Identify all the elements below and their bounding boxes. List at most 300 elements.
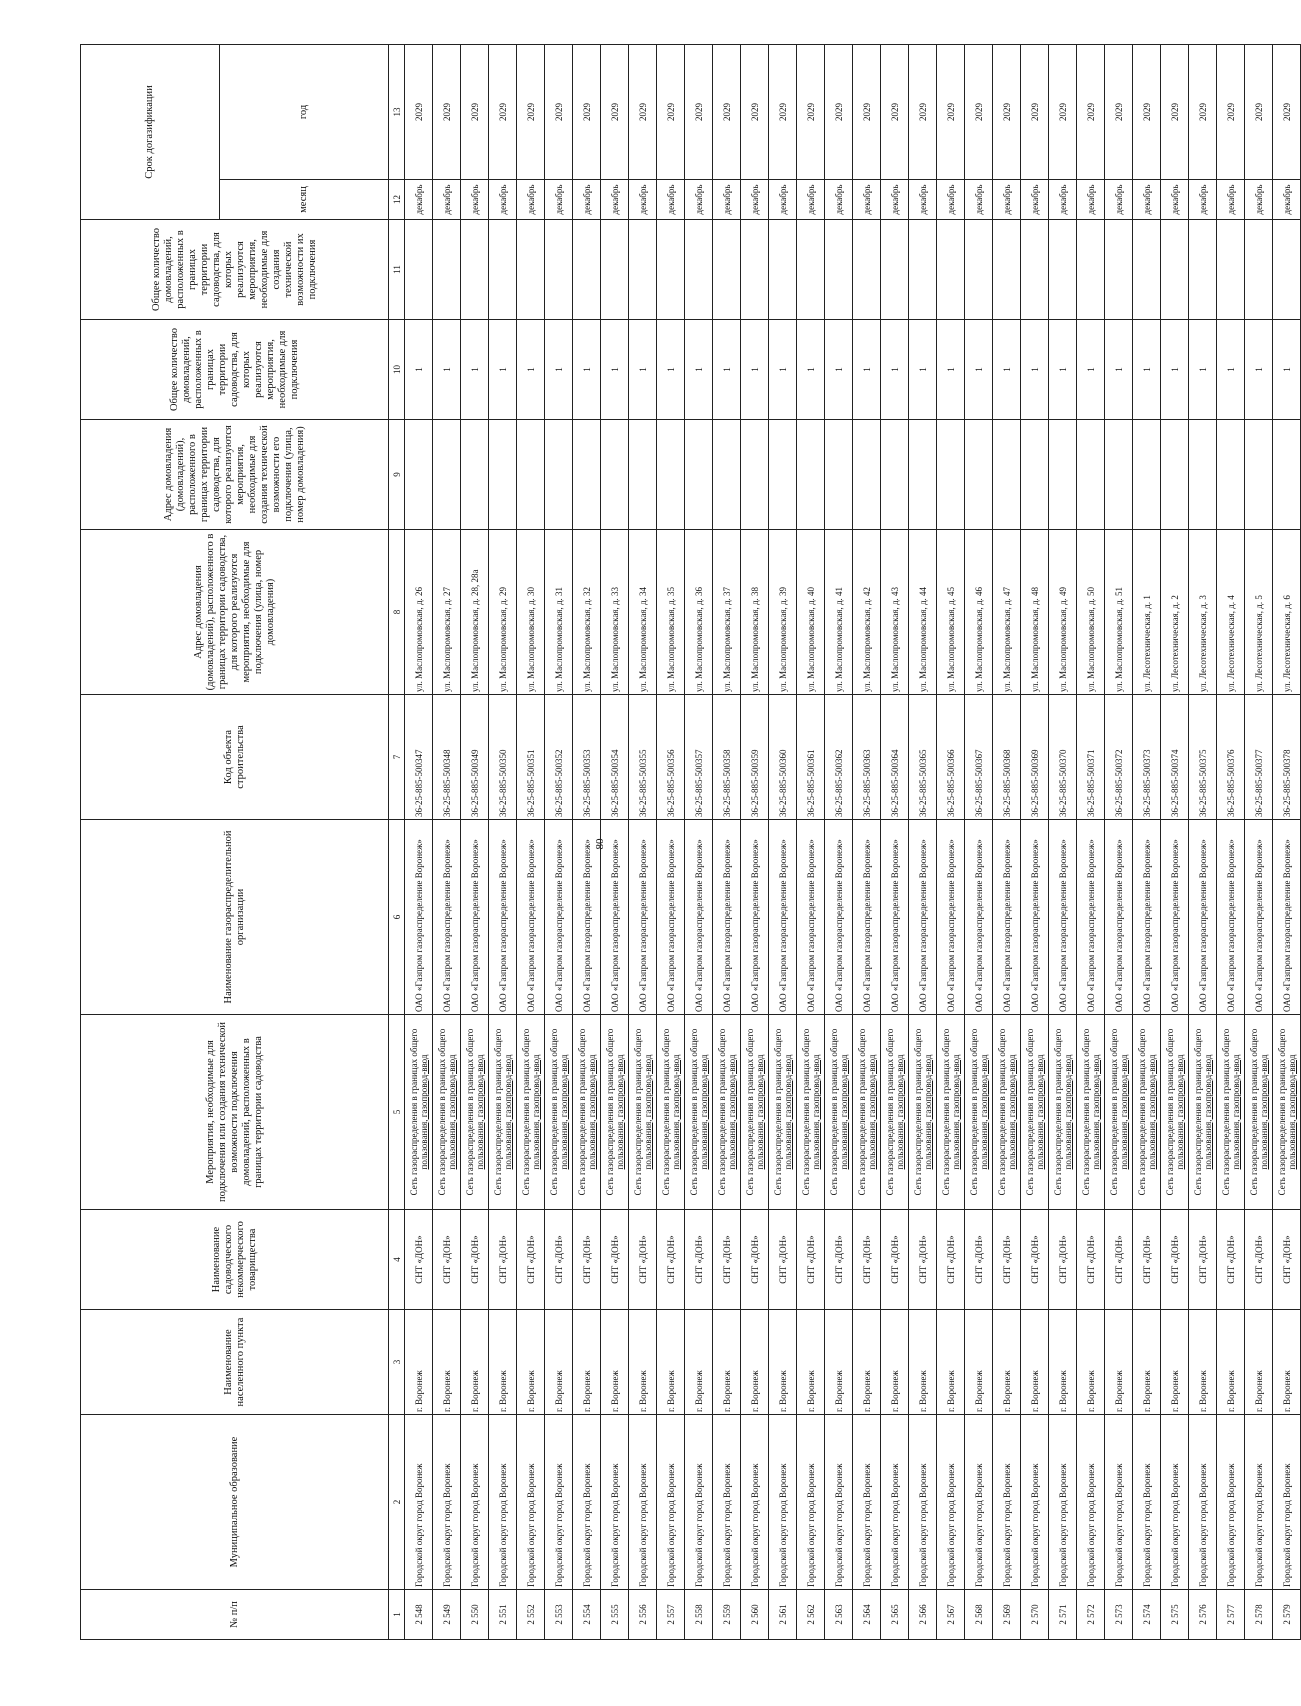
cell-count-technical xyxy=(1133,220,1161,320)
cell-count-connection: 1 xyxy=(1161,320,1189,420)
measure-line-1: Сеть газораспределения в границах общего xyxy=(464,1028,475,1196)
cell-address: ул. Лесотехническая, д. 4 xyxy=(1217,530,1245,695)
cell-year: 2029 xyxy=(853,44,881,179)
cell-settlement: г. Воронеж xyxy=(517,1310,545,1415)
cell-year: 2029 xyxy=(993,44,1021,179)
cell-address-technical xyxy=(1217,420,1245,530)
cell-snt-name: СНТ «ДОН» xyxy=(825,1210,853,1310)
measure-line-1: Сеть газораспределения в границах общего xyxy=(408,1028,419,1196)
cell-object-code: 36-25-885-500348 xyxy=(433,695,461,820)
cell-address: ул. Лесотехническая, д. 6 xyxy=(1273,530,1301,695)
cell-count-technical xyxy=(1245,220,1273,320)
cell-municipality: Городской округ город Воронеж xyxy=(853,1415,881,1590)
measure-line-1: Сеть газораспределения в границах общего xyxy=(968,1028,979,1196)
cell-count-technical xyxy=(489,220,517,320)
measure-line-1: Сеть газораспределения в границах общего xyxy=(744,1028,755,1196)
cell-address-technical xyxy=(1133,420,1161,530)
measure-line-2: пользования, газопровод-ввод xyxy=(1118,1054,1129,1170)
cell-snt-name: СНТ «ДОН» xyxy=(1161,1210,1189,1310)
cell-row-number: 2 565 xyxy=(881,1590,909,1640)
cell-settlement: г. Воронеж xyxy=(1133,1310,1161,1415)
header-gas-org: Наименование газораспределительной организации xyxy=(81,820,389,1015)
cell-count-connection: 1 xyxy=(853,320,881,420)
cell-year: 2029 xyxy=(433,44,461,179)
cell-gas-org: ОАО «Газпром газораспределение Воронеж» xyxy=(545,820,573,1015)
page-number: 80 xyxy=(594,838,606,850)
table-row xyxy=(1049,44,1077,1639)
measure-line-2: пользования, газопровод-ввод xyxy=(978,1054,989,1170)
header-municipality: Муниципальное образование xyxy=(81,1415,389,1590)
cell-row-number: 2 572 xyxy=(1077,1590,1105,1640)
header-measures: Мероприятия, необходимые для подключения или создания технической возможности подключения домовладений, расположенных в границах территории садоводства xyxy=(81,1015,389,1210)
cell-measures xyxy=(461,1015,489,1210)
cell-settlement: г. Воронеж xyxy=(797,1310,825,1415)
cell-settlement: г. Воронеж xyxy=(1077,1310,1105,1415)
cell-gas-org: ОАО «Газпром газораспределение Воронеж» xyxy=(909,820,937,1015)
cell-settlement: г. Воронеж xyxy=(1161,1310,1189,1415)
cell-settlement: г. Воронеж xyxy=(1245,1310,1273,1415)
cell-count-technical xyxy=(545,220,573,320)
cell-gas-org: ОАО «Газпром газораспределение Воронеж» xyxy=(1133,820,1161,1015)
cell-gas-org: ОАО «Газпром газораспределение Воронеж» xyxy=(797,820,825,1015)
cell-snt-name: СНТ «ДОН» xyxy=(433,1210,461,1310)
cell-count-technical xyxy=(1077,220,1105,320)
cell-count-connection: 1 xyxy=(1189,320,1217,420)
cell-month: декабрь xyxy=(853,180,881,220)
cell-year: 2029 xyxy=(1273,44,1301,179)
cell-snt-name: СНТ «ДОН» xyxy=(965,1210,993,1310)
col-number: 10 xyxy=(389,320,405,420)
cell-year: 2029 xyxy=(573,44,601,179)
measure-line-1: Сеть газораспределения в границах общего xyxy=(1192,1028,1203,1196)
header-year: год xyxy=(220,44,389,179)
measure-line-2: пользования, газопровод-ввод xyxy=(670,1054,681,1170)
cell-address-technical xyxy=(1245,420,1273,530)
cell-address-technical xyxy=(853,420,881,530)
cell-measures xyxy=(1217,1015,1245,1210)
table-row xyxy=(489,44,517,1639)
cell-year: 2029 xyxy=(825,44,853,179)
cell-month: декабрь xyxy=(1105,180,1133,220)
cell-month: декабрь xyxy=(601,180,629,220)
cell-address: ул. Маслопромовская, д. 49 xyxy=(1049,530,1077,695)
table-row xyxy=(461,44,489,1639)
cell-measures xyxy=(1245,1015,1273,1210)
cell-address: ул. Лесотехническая, д. 2 xyxy=(1161,530,1189,695)
cell-settlement: г. Воронеж xyxy=(965,1310,993,1415)
cell-snt-name: СНТ «ДОН» xyxy=(1273,1210,1301,1310)
cell-snt-name: СНТ «ДОН» xyxy=(461,1210,489,1310)
measure-line-2: пользования, газопровод-ввод xyxy=(698,1054,709,1170)
cell-settlement: г. Воронеж xyxy=(713,1310,741,1415)
cell-gas-org: ОАО «Газпром газораспределение Воронеж» xyxy=(405,820,433,1015)
cell-measures xyxy=(937,1015,965,1210)
cell-gas-org: ОАО «Газпром газораспределение Воронеж» xyxy=(741,820,769,1015)
cell-count-connection: 1 xyxy=(909,320,937,420)
cell-count-connection: 1 xyxy=(993,320,1021,420)
table-row xyxy=(573,44,601,1639)
cell-object-code: 36-25-885-500368 xyxy=(993,695,1021,820)
cell-row-number: 2 570 xyxy=(1021,1590,1049,1640)
cell-address-technical xyxy=(1021,420,1049,530)
header-month: месяц xyxy=(220,180,389,220)
cell-count-connection: 1 xyxy=(881,320,909,420)
cell-address: ул. Лесотехническая, д. 3 xyxy=(1189,530,1217,695)
cell-gas-org: ОАО «Газпром газораспределение Воронеж» xyxy=(517,820,545,1015)
cell-address: ул. Маслопромовская, д. 43 xyxy=(881,530,909,695)
measure-line-2: пользования, газопровод-ввод xyxy=(950,1054,961,1170)
cell-year: 2029 xyxy=(1077,44,1105,179)
cell-count-technical xyxy=(937,220,965,320)
cell-measures xyxy=(1273,1015,1301,1210)
cell-object-code: 36-25-885-500347 xyxy=(405,695,433,820)
cell-month: декабрь xyxy=(405,180,433,220)
cell-object-code: 36-25-885-500358 xyxy=(713,695,741,820)
cell-row-number: 2 560 xyxy=(741,1590,769,1640)
cell-settlement: г. Воронеж xyxy=(993,1310,1021,1415)
cell-snt-name: СНТ «ДОН» xyxy=(517,1210,545,1310)
cell-settlement: г. Воронеж xyxy=(461,1310,489,1415)
cell-year: 2029 xyxy=(1161,44,1189,179)
cell-year: 2029 xyxy=(1105,44,1133,179)
cell-settlement: г. Воронеж xyxy=(825,1310,853,1415)
cell-month: декабрь xyxy=(685,180,713,220)
cell-count-connection: 1 xyxy=(405,320,433,420)
cell-month: декабрь xyxy=(1021,180,1049,220)
measure-line-2: пользования, газопровод-ввод xyxy=(838,1054,849,1170)
cell-address: ул. Маслопромовская, д. 44 xyxy=(909,530,937,695)
cell-month: декабрь xyxy=(965,180,993,220)
measure-line-1: Сеть газораспределения в границах общего xyxy=(1024,1028,1035,1196)
table-row xyxy=(405,44,433,1639)
cell-month: декабрь xyxy=(629,180,657,220)
cell-municipality: Городской округ город Воронеж xyxy=(489,1415,517,1590)
cell-municipality: Городской округ город Воронеж xyxy=(1161,1415,1189,1590)
cell-address-technical xyxy=(1077,420,1105,530)
cell-row-number: 2 563 xyxy=(825,1590,853,1640)
cell-month: декабрь xyxy=(909,180,937,220)
cell-address-technical xyxy=(881,420,909,530)
cell-address-technical xyxy=(629,420,657,530)
table-row xyxy=(657,44,685,1639)
cell-year: 2029 xyxy=(741,44,769,179)
cell-measures xyxy=(965,1015,993,1210)
cell-object-code: 36-25-885-500376 xyxy=(1217,695,1245,820)
cell-count-connection: 1 xyxy=(657,320,685,420)
cell-measures xyxy=(993,1015,1021,1210)
cell-month: декабрь xyxy=(461,180,489,220)
cell-gas-org: ОАО «Газпром газораспределение Воронеж» xyxy=(1161,820,1189,1015)
table-row xyxy=(1245,44,1273,1639)
cell-object-code: 36-25-885-500359 xyxy=(741,695,769,820)
cell-count-technical xyxy=(993,220,1021,320)
measure-line-1: Сеть газораспределения в границах общего xyxy=(1052,1028,1063,1196)
cell-count-technical xyxy=(405,220,433,320)
col-number: 4 xyxy=(389,1210,405,1310)
cell-month: декабрь xyxy=(741,180,769,220)
cell-address: ул. Маслопромовская, д. 28, 28а xyxy=(461,530,489,695)
cell-count-connection: 1 xyxy=(545,320,573,420)
cell-municipality: Городской округ город Воронеж xyxy=(461,1415,489,1590)
cell-gas-org: ОАО «Газпром газораспределение Воронеж» xyxy=(461,820,489,1015)
cell-municipality: Городской округ город Воронеж xyxy=(909,1415,937,1590)
cell-month: декабрь xyxy=(713,180,741,220)
measure-line-1: Сеть газораспределения в границах общего xyxy=(604,1028,615,1196)
table-body xyxy=(405,44,1301,1639)
cell-address-technical xyxy=(601,420,629,530)
measure-line-1: Сеть газораспределения в границах общего xyxy=(1276,1028,1287,1196)
cell-month: декабрь xyxy=(1077,180,1105,220)
cell-count-technical xyxy=(1189,220,1217,320)
cell-municipality: Городской округ город Воронеж xyxy=(1021,1415,1049,1590)
cell-count-technical xyxy=(909,220,937,320)
cell-snt-name: СНТ «ДОН» xyxy=(1133,1210,1161,1310)
cell-gas-org: ОАО «Газпром газораспределение Воронеж» xyxy=(993,820,1021,1015)
cell-municipality: Городской округ город Воронеж xyxy=(713,1415,741,1590)
cell-count-connection: 1 xyxy=(685,320,713,420)
cell-measures xyxy=(881,1015,909,1210)
cell-object-code: 36-25-885-500360 xyxy=(769,695,797,820)
cell-snt-name: СНТ «ДОН» xyxy=(1217,1210,1245,1310)
cell-municipality: Городской округ город Воронеж xyxy=(1077,1415,1105,1590)
cell-object-code: 36-25-885-500366 xyxy=(937,695,965,820)
cell-year: 2029 xyxy=(713,44,741,179)
cell-snt-name: СНТ «ДОН» xyxy=(1105,1210,1133,1310)
cell-count-technical xyxy=(601,220,629,320)
measure-line-2: пользования, газопровод-ввод xyxy=(1034,1054,1045,1170)
cell-municipality: Городской округ город Воронеж xyxy=(1189,1415,1217,1590)
rotated-table-wrapper xyxy=(80,45,1297,1640)
cell-year: 2029 xyxy=(965,44,993,179)
cell-row-number: 2 569 xyxy=(993,1590,1021,1640)
cell-count-connection: 1 xyxy=(629,320,657,420)
measure-line-2: пользования, газопровод-ввод xyxy=(810,1054,821,1170)
cell-address: ул. Маслопромовская, д. 34 xyxy=(629,530,657,695)
cell-count-connection: 1 xyxy=(573,320,601,420)
cell-address: ул. Маслопромовская, д. 29 xyxy=(489,530,517,695)
cell-month: декабрь xyxy=(1049,180,1077,220)
cell-year: 2029 xyxy=(405,44,433,179)
measure-line-1: Сеть газораспределения в границах общего xyxy=(884,1028,895,1196)
cell-year: 2029 xyxy=(1021,44,1049,179)
cell-year: 2029 xyxy=(657,44,685,179)
cell-count-connection: 1 xyxy=(713,320,741,420)
cell-count-technical xyxy=(797,220,825,320)
cell-settlement: г. Воронеж xyxy=(657,1310,685,1415)
cell-row-number: 2 579 xyxy=(1273,1590,1301,1640)
cell-gas-org: ОАО «Газпром газораспределение Воронеж» xyxy=(1189,820,1217,1015)
cell-count-connection: 1 xyxy=(489,320,517,420)
cell-measures xyxy=(797,1015,825,1210)
cell-snt-name: СНТ «ДОН» xyxy=(657,1210,685,1310)
measure-line-1: Сеть газораспределения в границах общего xyxy=(492,1028,503,1196)
header-snt-name: Наименование садоводческого некоммерческого товарищества xyxy=(81,1210,389,1310)
cell-address: ул. Маслопромовская, д. 50 xyxy=(1077,530,1105,695)
cell-month: декабрь xyxy=(881,180,909,220)
measure-line-2: пользования, газопровод-ввод xyxy=(1006,1054,1017,1170)
cell-year: 2029 xyxy=(1133,44,1161,179)
measure-line-2: пользования, газопровод-ввод xyxy=(614,1054,625,1170)
cell-year: 2029 xyxy=(1217,44,1245,179)
cell-year: 2029 xyxy=(601,44,629,179)
cell-settlement: г. Воронеж xyxy=(573,1310,601,1415)
col-number: 7 xyxy=(389,695,405,820)
table-row xyxy=(965,44,993,1639)
cell-row-number: 2 564 xyxy=(853,1590,881,1640)
cell-measures xyxy=(1161,1015,1189,1210)
cell-gas-org: ОАО «Газпром газораспределение Воронеж» xyxy=(1077,820,1105,1015)
measure-line-1: Сеть газораспределения в границах общего xyxy=(1164,1028,1175,1196)
table-row xyxy=(1189,44,1217,1639)
table-header xyxy=(81,44,405,1639)
cell-address-technical xyxy=(965,420,993,530)
cell-address: ул. Маслопромовская, д. 35 xyxy=(657,530,685,695)
col-number: 5 xyxy=(389,1015,405,1210)
cell-month: декабрь xyxy=(1245,180,1273,220)
cell-snt-name: СНТ «ДОН» xyxy=(685,1210,713,1310)
col-number: 3 xyxy=(389,1310,405,1415)
cell-count-connection: 1 xyxy=(1077,320,1105,420)
cell-snt-name: СНТ «ДОН» xyxy=(993,1210,1021,1310)
cell-settlement: г. Воронеж xyxy=(1273,1310,1301,1415)
cell-address: ул. Маслопромовская, д. 39 xyxy=(769,530,797,695)
measure-line-2: пользования, газопровод-ввод xyxy=(586,1054,597,1170)
cell-year: 2029 xyxy=(1189,44,1217,179)
cell-year: 2029 xyxy=(769,44,797,179)
cell-year: 2029 xyxy=(629,44,657,179)
cell-row-number: 2 555 xyxy=(601,1590,629,1640)
cell-municipality: Городской округ город Воронеж xyxy=(433,1415,461,1590)
cell-count-technical xyxy=(657,220,685,320)
table-row xyxy=(1021,44,1049,1639)
cell-snt-name: СНТ «ДОН» xyxy=(629,1210,657,1310)
cell-address: ул. Маслопромовская, д. 33 xyxy=(601,530,629,695)
cell-address: ул. Маслопромовская, д. 46 xyxy=(965,530,993,695)
cell-count-connection: 1 xyxy=(601,320,629,420)
table-row xyxy=(769,44,797,1639)
cell-month: декабрь xyxy=(657,180,685,220)
measure-line-2: пользования, газопровод-ввод xyxy=(502,1054,513,1170)
cell-address-technical xyxy=(1105,420,1133,530)
gasification-table xyxy=(80,44,1301,1640)
measure-line-2: пользования, газопровод-ввод xyxy=(1062,1054,1073,1170)
cell-address-technical xyxy=(741,420,769,530)
cell-month: декабрь xyxy=(937,180,965,220)
cell-address: ул. Лесотехническая, д. 1 xyxy=(1133,530,1161,695)
cell-count-connection: 1 xyxy=(433,320,461,420)
cell-settlement: г. Воронеж xyxy=(685,1310,713,1415)
cell-gas-org: ОАО «Газпром газораспределение Воронеж» xyxy=(1217,820,1245,1015)
cell-address-technical xyxy=(1189,420,1217,530)
cell-address-technical xyxy=(825,420,853,530)
cell-measures xyxy=(629,1015,657,1210)
cell-settlement: г. Воронеж xyxy=(1105,1310,1133,1415)
cell-count-connection: 1 xyxy=(1217,320,1245,420)
measure-line-2: пользования, газопровод-ввод xyxy=(418,1054,429,1170)
table-row xyxy=(741,44,769,1639)
table-row xyxy=(909,44,937,1639)
cell-gas-org: ОАО «Газпром газораспределение Воронеж» xyxy=(965,820,993,1015)
cell-measures xyxy=(825,1015,853,1210)
cell-row-number: 2 575 xyxy=(1161,1590,1189,1640)
cell-address-technical xyxy=(993,420,1021,530)
cell-object-code: 36-25-885-500369 xyxy=(1021,695,1049,820)
cell-count-technical xyxy=(825,220,853,320)
cell-count-connection: 1 xyxy=(769,320,797,420)
cell-year: 2029 xyxy=(517,44,545,179)
cell-snt-name: СНТ «ДОН» xyxy=(881,1210,909,1310)
cell-month: декабрь xyxy=(993,180,1021,220)
cell-object-code: 36-25-885-500373 xyxy=(1133,695,1161,820)
cell-gas-org: ОАО «Газпром газораспределение Воронеж» xyxy=(433,820,461,1015)
cell-year: 2029 xyxy=(797,44,825,179)
cell-municipality: Городской округ город Воронеж xyxy=(517,1415,545,1590)
cell-measures xyxy=(573,1015,601,1210)
cell-municipality: Городской округ город Воронеж xyxy=(657,1415,685,1590)
cell-settlement: г. Воронеж xyxy=(601,1310,629,1415)
cell-row-number: 2 576 xyxy=(1189,1590,1217,1640)
cell-year: 2029 xyxy=(909,44,937,179)
cell-municipality: Городской округ город Воронеж xyxy=(1245,1415,1273,1590)
cell-address-technical xyxy=(433,420,461,530)
cell-count-technical xyxy=(517,220,545,320)
cell-settlement: г. Воронеж xyxy=(1189,1310,1217,1415)
measure-line-2: пользования, газопровод-ввод xyxy=(726,1054,737,1170)
measure-line-1: Сеть газораспределения в границах общего xyxy=(856,1028,867,1196)
measure-line-1: Сеть газораспределения в границах общего xyxy=(632,1028,643,1196)
cell-address-technical xyxy=(1049,420,1077,530)
cell-municipality: Городской округ город Воронеж xyxy=(825,1415,853,1590)
cell-address-technical xyxy=(713,420,741,530)
table-row xyxy=(545,44,573,1639)
table-row xyxy=(853,44,881,1639)
cell-municipality: Городской округ город Воронеж xyxy=(1217,1415,1245,1590)
cell-address-technical xyxy=(685,420,713,530)
cell-year: 2029 xyxy=(545,44,573,179)
cell-row-number: 2 557 xyxy=(657,1590,685,1640)
cell-object-code: 36-25-885-500374 xyxy=(1161,695,1189,820)
cell-snt-name: СНТ «ДОН» xyxy=(713,1210,741,1310)
measure-line-1: Сеть газораспределения в границах общего xyxy=(1248,1028,1259,1196)
cell-object-code: 36-25-885-500353 xyxy=(573,695,601,820)
cell-address: ул. Маслопромовская, д. 32 xyxy=(573,530,601,695)
cell-snt-name: СНТ «ДОН» xyxy=(797,1210,825,1310)
table-row xyxy=(993,44,1021,1639)
cell-address: ул. Маслопромовская, д. 27 xyxy=(433,530,461,695)
cell-count-connection: 1 xyxy=(1245,320,1273,420)
cell-gas-org: ОАО «Газпром газораспределение Воронеж» xyxy=(769,820,797,1015)
cell-settlement: г. Воронеж xyxy=(405,1310,433,1415)
cell-year: 2029 xyxy=(489,44,517,179)
cell-count-connection: 1 xyxy=(825,320,853,420)
cell-object-code: 36-25-885-500372 xyxy=(1105,695,1133,820)
table-row xyxy=(1133,44,1161,1639)
cell-month: декабрь xyxy=(517,180,545,220)
cell-measures xyxy=(1049,1015,1077,1210)
cell-gas-org: ОАО «Газпром газораспределение Воронеж» xyxy=(489,820,517,1015)
cell-snt-name: СНТ «ДОН» xyxy=(1077,1210,1105,1310)
cell-address: ул. Маслопромовская, д. 45 xyxy=(937,530,965,695)
cell-object-code: 36-25-885-500367 xyxy=(965,695,993,820)
cell-address-technical xyxy=(1273,420,1301,530)
cell-snt-name: СНТ «ДОН» xyxy=(1021,1210,1049,1310)
cell-gas-org: ОАО «Газпром газораспределение Воронеж» xyxy=(881,820,909,1015)
header-address-connection: Адрес домовладения (домовладений), расположенного в границах территории садоводства, для которого реализуются мероприятия, необходимые для подключения (улица, номер домовладения) xyxy=(81,530,389,695)
cell-row-number: 2 553 xyxy=(545,1590,573,1640)
cell-address: ул. Лесотехническая, д. 5 xyxy=(1245,530,1273,695)
cell-municipality: Городской округ город Воронеж xyxy=(1273,1415,1301,1590)
cell-gas-org: ОАО «Газпром газораспределение Воронеж» xyxy=(713,820,741,1015)
